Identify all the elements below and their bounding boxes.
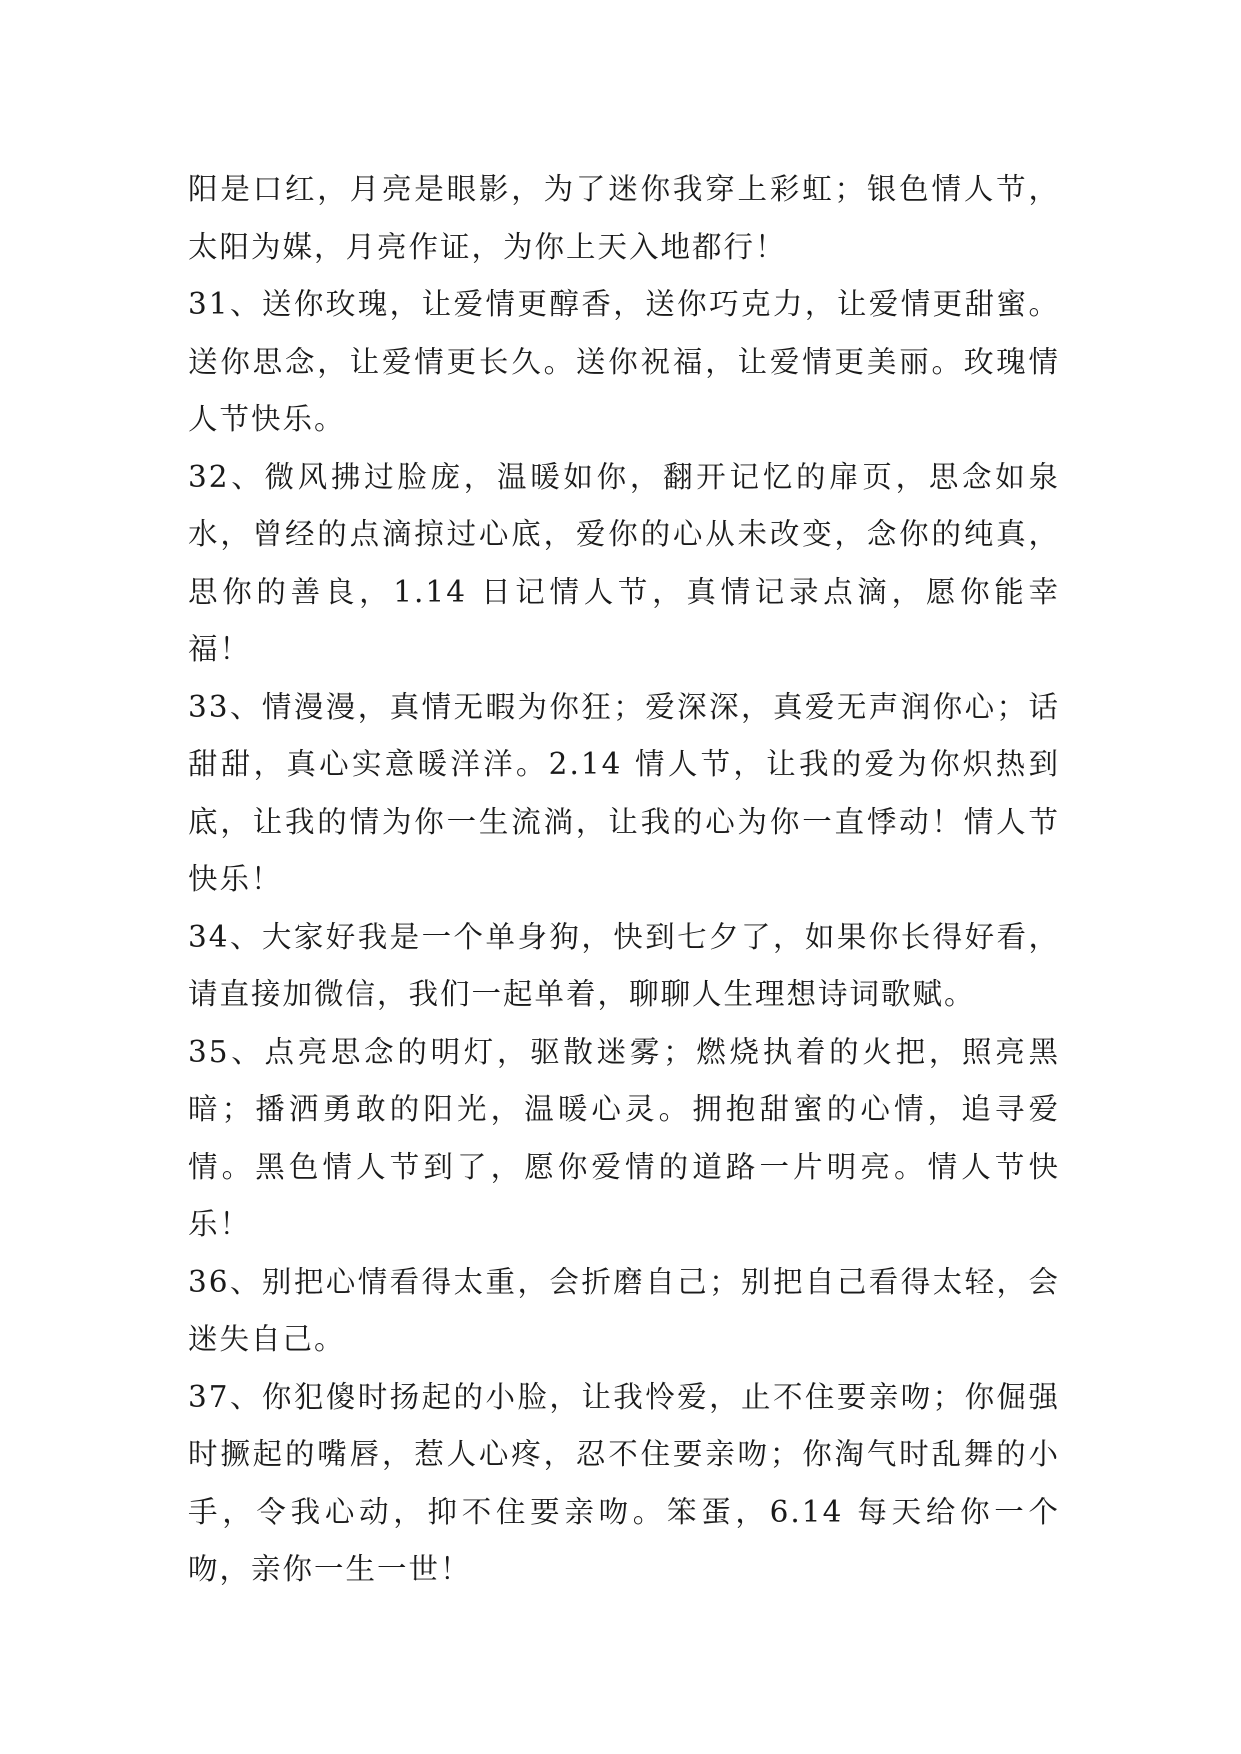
paragraph-34: 34、大家好我是一个单身狗，快到七夕了，如果你长得好看，请直接加微信，我们一起单着，聊聊人生理想诗词歌赋。 xyxy=(188,919,1060,1011)
paragraph-35: 35、点亮思念的明灯，驱散迷雾；燃烧执着的火把，照亮黑暗；播洒勇敢的阳光，温暖心灵。拥抱甜蜜的心情，追寻爱情。黑色情人节到了，愿你爱情的道路一片明亮。情人节快乐！ xyxy=(188,1034,1060,1241)
paragraph-33: 33、情漫漫，真情无暇为你狂；爱深深，真爱无声润你心；话甜甜，真心实意暖洋洋。2.14 情人节，让我的爱为你炽热到底，让我的情为你一生流淌，让我的心为你一直悸动！情人节快乐！ xyxy=(188,689,1060,896)
document-body xyxy=(188,161,1060,1599)
paragraph-37: 37、你犯傻时扬起的小脸，让我怜爱，止不住要亲吻；你倔强时撅起的嘴唇，惹人心疼，忍不住要亲吻；你淘气时乱舞的小手，令我心动，抑不住要亲吻。笨蛋，6.14 每天给你一个吻，亲你一生一世！ xyxy=(188,1379,1060,1586)
paragraph-36: 36、别把心情看得太重，会折磨自己；别把自己看得太轻，会迷失自己。 xyxy=(188,1264,1060,1356)
paragraph-32: 32、微风拂过脸庞，温暖如你，翻开记忆的扉页，思念如泉水，曾经的点滴掠过心底，爱你的心从未改变，念你的纯真，思你的善良，1.14 日记情人节，真情记录点滴，愿你能幸福！ xyxy=(188,459,1060,666)
paragraph-continued: 阳是口红，月亮是眼影，为了迷你我穿上彩虹；银色情人节，太阳为媒，月亮作证，为你上天入地都行！ xyxy=(188,172,1060,264)
paragraph-31: 31、送你玫瑰，让爱情更醇香，送你巧克力，让爱情更甜蜜。送你思念，让爱情更长久。送你祝福，让爱情更美丽。玫瑰情人节快乐。 xyxy=(188,287,1060,436)
